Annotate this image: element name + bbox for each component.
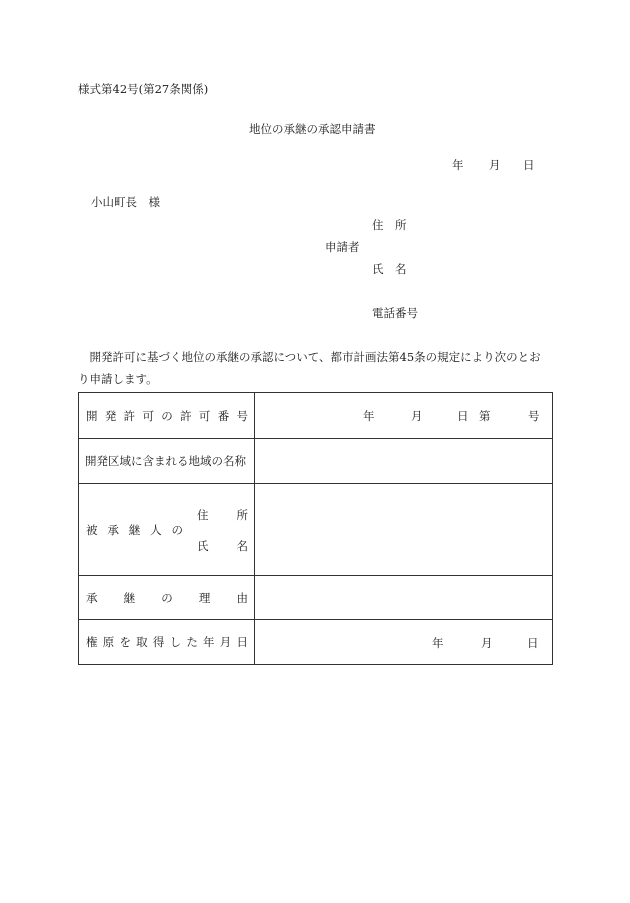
- reason-label-chars: [79, 590, 254, 606]
- label-char: 所: [236, 508, 248, 522]
- permit-day: 日: [457, 409, 469, 423]
- reason-row: [79, 576, 553, 620]
- body-text-line-2: り申請します。: [78, 372, 158, 386]
- permit-number-row: [79, 393, 553, 439]
- label-char: 得: [152, 635, 165, 649]
- label-char: 取: [136, 635, 148, 649]
- acquisition-year: 年: [432, 636, 444, 650]
- acquisition-date-row: [79, 620, 553, 665]
- date-year: 年: [452, 158, 464, 172]
- form-number: 様式第42号(第27条関係): [78, 82, 209, 96]
- label-char: 名: [236, 539, 248, 553]
- label-char: の: [171, 523, 183, 537]
- permit-number-label: [79, 393, 255, 439]
- area-name-row: [79, 439, 553, 484]
- label-char: 開: [86, 408, 98, 423]
- label-char: 承: [107, 523, 119, 537]
- addressee: 小山町長 様: [91, 195, 160, 209]
- predecessor-address-label: [197, 507, 248, 523]
- label-char: 番: [217, 408, 230, 423]
- label-char: 継: [128, 523, 141, 537]
- applicant-label: 申請者: [325, 240, 360, 254]
- label-char: の: [161, 408, 173, 423]
- permit-number-label-chars: [79, 408, 254, 424]
- predecessor-row: [79, 484, 553, 576]
- label-char: 被: [86, 523, 98, 537]
- date-month: 月: [489, 158, 501, 172]
- label-char: 許: [180, 408, 192, 423]
- reason-label: [79, 576, 255, 620]
- area-name-label-text: 開発区域に含まれる地域の名称: [85, 454, 246, 468]
- label-char: 住: [197, 508, 209, 522]
- acquisition-month: 月: [481, 636, 493, 650]
- label-char: 継: [123, 590, 136, 605]
- label-char: 月: [219, 635, 232, 649]
- label-char: た: [186, 635, 198, 649]
- predecessor-label: [79, 484, 255, 576]
- label-char: 理: [198, 590, 211, 605]
- label-char: 承: [86, 590, 98, 605]
- permit-year: 年: [363, 409, 375, 423]
- label-char: 日: [236, 635, 248, 649]
- label-char: 許: [123, 408, 136, 423]
- body-text-line-1: 開発許可に基づく地位の承継の承認について、都市計画法第45条の規定により次のとお: [78, 350, 541, 364]
- acquisition-date-label: [79, 620, 255, 665]
- label-char: 由: [236, 590, 248, 605]
- applicant-address-label: 住 所: [372, 218, 407, 232]
- label-char: 号: [236, 408, 248, 423]
- predecessor-field[interactable]: [255, 484, 553, 576]
- acquisition-day: 日: [527, 636, 539, 650]
- label-char: を: [119, 635, 131, 649]
- area-name-field[interactable]: [255, 439, 553, 484]
- permit-number-field[interactable]: [255, 393, 553, 439]
- label-char: 可: [142, 408, 154, 423]
- date-day: 日: [523, 158, 535, 172]
- form-title: 地位の承継の承認申請書: [249, 122, 376, 136]
- predecessor-name-label: [197, 538, 248, 554]
- predecessor-label-chars: [86, 522, 183, 538]
- reason-field[interactable]: [255, 576, 553, 620]
- permit-go: 号: [528, 409, 540, 423]
- permit-month: 月: [411, 409, 423, 423]
- label-char: 年: [203, 635, 215, 649]
- application-table: [78, 392, 553, 665]
- label-char: 発: [104, 408, 117, 423]
- label-char: 人: [150, 523, 162, 537]
- area-name-label: [79, 439, 255, 484]
- label-char: し: [169, 635, 182, 649]
- label-char: 氏: [197, 539, 209, 553]
- label-char: 権: [86, 635, 98, 649]
- acquisition-date-field[interactable]: [255, 620, 553, 665]
- acquisition-date-label-chars: [79, 634, 254, 650]
- label-char: 原: [102, 635, 115, 649]
- label-char: の: [161, 590, 173, 605]
- label-char: 可: [198, 408, 211, 423]
- applicant-name-label: 氏 名: [372, 262, 407, 276]
- applicant-phone-label: 電話番号: [372, 306, 418, 320]
- permit-dai: 第: [479, 409, 491, 423]
